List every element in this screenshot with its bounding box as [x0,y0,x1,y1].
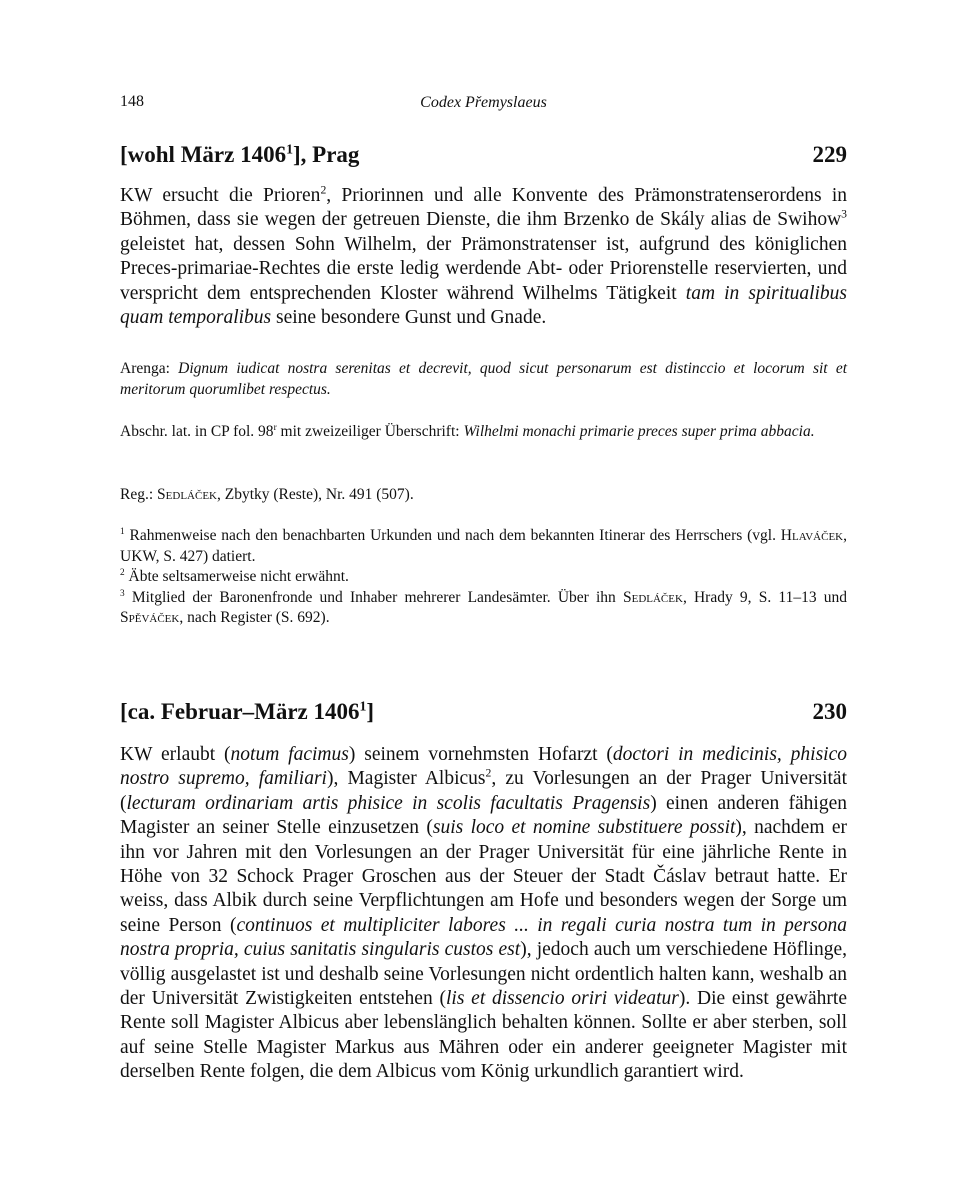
entry-230-date: [ca. Februar–März 1406$^1$] [120,698,375,724]
footnote-3: $^3$ Mitglied der Baronenfronde und Inhaber mehrerer Landesämter. Über ihn Sedláček, Hrady 9, S. 11–13 und Spěváček, nach Register (S. 692). [120,588,847,626]
entry-230-heading [120,699,847,729]
footnote-ref: 3 [841,207,847,221]
entry-230-number: 230 [812,699,847,724]
arenga-label: Arenga: [120,360,179,377]
entry-230-regest: KW erlaubt (notum facimus) seinem vornehmsten Hofarzt (doctori in medicinis, phisico nostro supremo, familiari), Magister Albicus$^2$, zu Vorlesungen an der Prager Universität (lecturam ordinariam artis phisice in scolis facultatis Pragensis) einen anderen fähigen Magister an seiner Stelle einzusetzen (suis loco et nomine substituere possit), nachdem er ihn vor Jahren mit den Vorlesungen an der Prager Universität für eine jährliche Rente in Höhe von 32 Schock Prager Groschen aus der Steuer der Stadt Čáslav betraut hatte. Er weiss, dass Albik durch seine Verpflichtungen am Hofe und besonders wegen der Sorge um seine Person (continuos et multipliciter labores ... in regali curia nostra tum in persona nostra propria, cuius sanitatis singularis custos est), jedoch auch um verschiedene Höflinge, völlig ausgelastet ist und deshalb seine Vorlesungen nicht ordentlich halten kann, weshalb an der Universität Zwistigkeiten entstehen (lis et dissencio oriri videatur). Die einst gewährte Rente soll Magister Albicus aber lebenslänglich behalten können. Sollte er aber sterben, soll auf seine Stelle Magister Markus aus Mähren oder ein anderer geeigneter Magister mit derselben Rente folgen, die dem Albicus vom König urkundlich garantiert wird. [120,744,848,1083]
running-head [120,93,847,115]
footnote-2: $^2$ Äbte seltsamerweise nicht erwähnt. [120,567,349,585]
page-number: 148 [120,93,144,110]
entry-229-date: [wohl März 1406$^1$], Prag [120,141,360,167]
entry-229-regesta: Reg.: Sedláček, Zbytky (Reste), Nr. 491 (507). [120,486,414,503]
arenga-text: Dignum iudicat nostra serenitas et decrevit, quod sicut personarum est distinccio et locorum sit et meritorum quorumlibet respectus. [120,360,848,398]
entry-229-number: 229 [812,142,847,167]
entry-229-arenga [120,358,847,400]
footnote-ref: 2 [320,183,327,197]
running-title: Codex Přemyslaeus [420,94,547,111]
footnote-ref: 1 [359,698,367,714]
entry-229-copy-note: Abschr. lat. in CP fol. 98$^r$ mit zweizeiliger Überschrift: Wilhelmi monachi primarie preces super prima abbacia. [120,422,815,440]
footnote-ref: 2 [485,766,492,780]
footnote-ref: 1 [286,141,293,157]
entry-229-heading [120,142,847,172]
footnote-1: $^1$ Rahmenweise nach den benachbarten Urkunden und nach dem bekannten Itinerar des Herrschers (vgl. Hlaváček, UKW, S. 427) datiert. [120,526,847,565]
entry-229-regest: KW ersucht die Prioren$^2$, Priorinnen und alle Konvente des Prämonstratenserordens in Böhmen, dass sie wegen der getreuen Dienste, die ihm Brzenko de Skály alias de Swihow$^3$ geleistet hat, dessen Sohn Wilhelm, der Prämonstratenser ist, aufgrund des königlichen Preces-primariae-Rechtes die erste ledig werdende Abt- oder Priorenstelle reservierten, und verspricht dem entsprechenden Kloster während Wilhelms Tätigkeit tam in spiritualibus quam temporalibus seine besondere Gunst und Gnade. [120,183,847,329]
entry-229-footnotes [120,526,847,629]
